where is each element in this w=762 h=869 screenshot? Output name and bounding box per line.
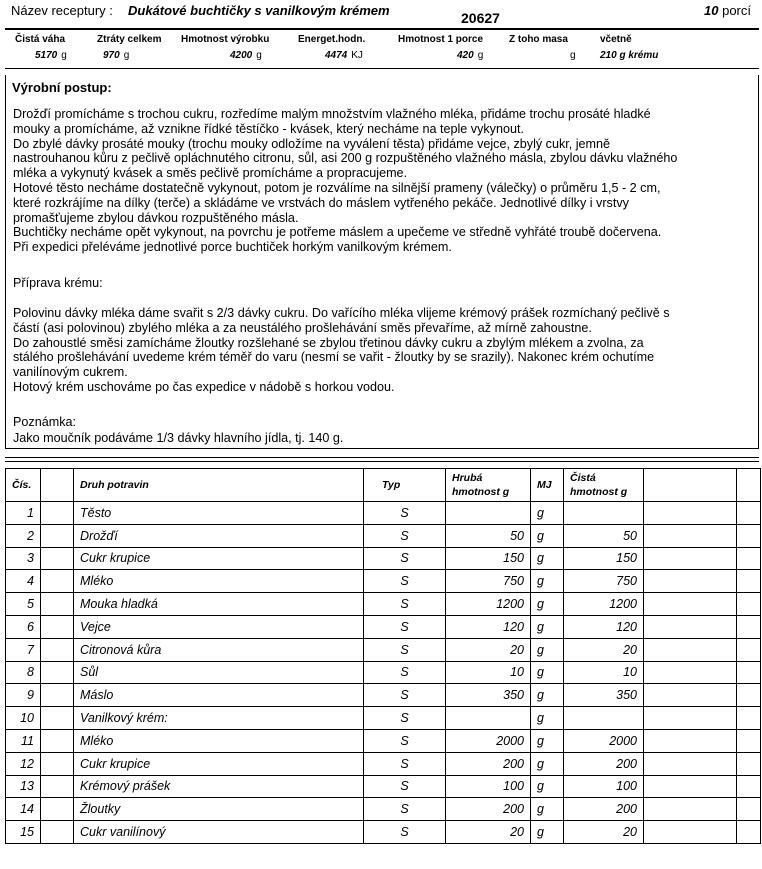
table-row	[6, 638, 761, 661]
row-extra	[644, 821, 737, 844]
row-number: 15	[6, 821, 41, 844]
row-empty	[41, 638, 74, 661]
row-extra2	[737, 798, 761, 821]
table-row	[6, 775, 761, 798]
col-food-header: Druh potravin	[74, 469, 364, 502]
row-unit: g	[531, 615, 564, 638]
row-food: Cukr krupice	[74, 547, 364, 570]
table-row	[6, 661, 761, 684]
col-extra-header	[644, 469, 737, 502]
row-extra2	[737, 638, 761, 661]
text-line: Hotový krém uschováme po čas expedice v nádobě s horkou vodou.	[13, 379, 395, 394]
cream-text	[13, 306, 755, 395]
row-number: 6	[6, 615, 41, 638]
row-type: S	[364, 752, 446, 775]
note-text: Jako moučník podáváme 1/3 dávky hlavního jídla, tj. 140 g.	[13, 431, 344, 445]
row-gross: 10	[446, 661, 531, 684]
row-number: 4	[6, 570, 41, 593]
summary-rule	[5, 68, 759, 69]
row-unit: g	[531, 661, 564, 684]
header-rule	[5, 28, 759, 30]
row-empty	[41, 707, 74, 730]
row-food: Mléko	[74, 570, 364, 593]
summary-value	[103, 50, 129, 61]
row-number: 7	[6, 638, 41, 661]
row-gross: 120	[446, 615, 531, 638]
table-row	[6, 570, 761, 593]
row-net: 200	[564, 798, 644, 821]
summary-label: Čistá váha	[15, 34, 66, 45]
row-type: S	[364, 798, 446, 821]
row-extra	[644, 502, 737, 525]
summary-value	[325, 50, 363, 61]
row-unit: g	[531, 775, 564, 798]
row-net: 200	[564, 752, 644, 775]
row-extra2	[737, 615, 761, 638]
text-line: vanilínovým cukrem.	[13, 365, 128, 380]
row-extra	[644, 547, 737, 570]
summary-number: 210 g krému	[600, 50, 659, 61]
row-gross: 20	[446, 821, 531, 844]
row-net: 2000	[564, 729, 644, 752]
row-number: 14	[6, 798, 41, 821]
row-food: Cukr vanilínový	[74, 821, 364, 844]
text-line: Při expedici přeléváme jednotlivé porce buchtiček horkým vanilkovým krémem.	[13, 240, 452, 255]
row-food: Citronová kůra	[74, 638, 364, 661]
table-row	[6, 547, 761, 570]
text-line: Buchtičky necháme opět vykynout, na povrchu je potřeme máslem a upečeme ve středně vyhřáté troubě dočervena.	[13, 225, 662, 240]
row-empty	[41, 775, 74, 798]
row-type: S	[364, 684, 446, 707]
summary-value	[600, 50, 662, 61]
row-extra2	[737, 547, 761, 570]
row-extra	[644, 638, 737, 661]
cream-title: Příprava krému:	[13, 276, 103, 290]
row-food: Máslo	[74, 684, 364, 707]
table-rule-1	[5, 457, 759, 458]
row-extra	[644, 752, 737, 775]
col-extra2-header	[737, 469, 761, 502]
row-extra	[644, 684, 737, 707]
row-number: 10	[6, 707, 41, 730]
row-number: 11	[6, 729, 41, 752]
row-gross: 100	[446, 775, 531, 798]
table-row	[6, 798, 761, 821]
summary-value	[457, 50, 483, 61]
portions	[704, 3, 751, 18]
row-gross: 1200	[446, 593, 531, 616]
text-line: promašťujeme zbylou dávkou rozpuštěného másla.	[13, 210, 299, 225]
row-net: 10	[564, 661, 644, 684]
row-food: Cukr krupice	[74, 752, 364, 775]
row-net: 1200	[564, 593, 644, 616]
row-net: 150	[564, 547, 644, 570]
text-line: mouky a promícháme, až vznikne řídké těstíčko - kvásek, který necháme na teple vykynout.	[13, 121, 524, 136]
row-food: Žloutky	[74, 798, 364, 821]
row-gross: 200	[446, 752, 531, 775]
row-type: S	[364, 615, 446, 638]
text-line: Polovinu dávky mléka dáme svařit s 2/3 dávky cukru. Do vařícího mléka vlijeme krémový prášek rozmíchaný pečlivě s	[13, 306, 670, 320]
portions-count: 10	[704, 3, 719, 18]
row-number: 9	[6, 684, 41, 707]
row-extra	[644, 798, 737, 821]
row-extra2	[737, 502, 761, 525]
row-empty	[41, 547, 74, 570]
row-type: S	[364, 707, 446, 730]
row-net	[564, 502, 644, 525]
row-net: 100	[564, 775, 644, 798]
text-line: Do zahoustlé směsi zamícháme žloutky rozšlehané se zbylou třetinou dávky cukru a zbylým mlékem a zvolna, za	[13, 335, 644, 350]
summary-number: 5170	[35, 50, 58, 61]
row-number: 5	[6, 593, 41, 616]
row-type: S	[364, 729, 446, 752]
row-gross: 50	[446, 524, 531, 547]
row-number: 3	[6, 547, 41, 570]
note-title: Poznámka:	[13, 415, 76, 429]
summary-label: Z toho masa	[509, 34, 568, 45]
table-row	[6, 524, 761, 547]
row-net: 20	[564, 821, 644, 844]
row-unit: g	[531, 570, 564, 593]
row-gross	[446, 502, 531, 525]
text-line: Do zbylé dávky prosáté mouky (trochu mouky odložíme na vyválení těsta) přidáme vejce, zbylý cukr, jemně	[13, 136, 611, 151]
summary-value	[230, 50, 262, 61]
row-food: Mléko	[74, 729, 364, 752]
summary-value	[566, 50, 576, 61]
col-unit-header: MJ	[531, 469, 564, 502]
row-extra2	[737, 570, 761, 593]
summary-number: 420	[457, 50, 474, 61]
row-extra	[644, 775, 737, 798]
row-extra2	[737, 684, 761, 707]
row-gross: 150	[446, 547, 531, 570]
row-net: 120	[564, 615, 644, 638]
summary-number: 970	[103, 50, 120, 61]
table-row	[6, 615, 761, 638]
row-extra2	[737, 593, 761, 616]
col-empty-header	[41, 469, 74, 502]
row-empty	[41, 570, 74, 593]
row-extra	[644, 661, 737, 684]
row-type: S	[364, 593, 446, 616]
text-line: stálého prošlehávání uvedeme krém téměř do varu (nesmí se vařit - žloutky by se srazily). Nakonec krém ochutíme	[13, 350, 655, 365]
row-type: S	[364, 502, 446, 525]
row-extra2	[737, 524, 761, 547]
table-row	[6, 707, 761, 730]
summary-label: Hmotnost 1 porce	[398, 34, 484, 45]
row-empty	[41, 752, 74, 775]
row-empty	[41, 615, 74, 638]
row-number: 13	[6, 775, 41, 798]
table-row	[6, 729, 761, 752]
summary-unit: g	[123, 50, 130, 61]
summary-unit: g	[61, 50, 67, 61]
procedure-title: Výrobní postup:	[12, 80, 112, 95]
col-type-header: Typ	[364, 469, 446, 502]
table-row	[6, 502, 761, 525]
row-net: 50	[564, 524, 644, 547]
text-line: Drožďí promícháme s trochou cukru, rozředíme malým množstvím vlažného mléka, přidáme trochu prosáté hladké	[13, 107, 651, 121]
row-type: S	[364, 661, 446, 684]
row-food: Drožďí	[74, 524, 364, 547]
row-net: 20	[564, 638, 644, 661]
row-number: 12	[6, 752, 41, 775]
recipe-name: Dukátové buchtičky s vanilkovým krémem	[128, 3, 390, 18]
row-extra2	[737, 775, 761, 798]
row-food: Těsto	[74, 502, 364, 525]
row-number: 8	[6, 661, 41, 684]
summary-unit: g	[477, 50, 484, 61]
row-food: Krémový prášek	[74, 775, 364, 798]
row-extra	[644, 524, 737, 547]
summary-label: včetně	[600, 34, 632, 45]
col-number-header: Čís.	[6, 469, 41, 502]
portions-label: porcí	[722, 3, 751, 18]
row-empty	[41, 502, 74, 525]
summary-label: Hmotnost výrobku	[181, 34, 270, 45]
table-row	[6, 752, 761, 775]
row-extra2	[737, 821, 761, 844]
row-extra	[644, 707, 737, 730]
row-extra	[644, 729, 737, 752]
row-unit: g	[531, 798, 564, 821]
recipe-name-label: Název receptury :	[11, 3, 113, 18]
row-empty	[41, 684, 74, 707]
row-unit: g	[531, 524, 564, 547]
row-empty	[41, 798, 74, 821]
table-row	[6, 593, 761, 616]
row-extra2	[737, 661, 761, 684]
row-type: S	[364, 570, 446, 593]
row-type: S	[364, 775, 446, 798]
row-type: S	[364, 638, 446, 661]
summary-value	[35, 50, 67, 61]
col-net-header: Čistá hmotnost g	[564, 469, 644, 502]
table-rule-2	[5, 461, 759, 462]
row-empty	[41, 524, 74, 547]
text-line: mléka a vykynutý kvásek a směs pečlivě promícháme a propracujeme.	[13, 166, 408, 181]
row-type: S	[364, 524, 446, 547]
row-net: 350	[564, 684, 644, 707]
row-food: Sůl	[74, 661, 364, 684]
row-net	[564, 707, 644, 730]
row-unit: g	[531, 593, 564, 616]
ingredients-table	[5, 468, 761, 844]
row-unit: g	[531, 752, 564, 775]
row-extra	[644, 570, 737, 593]
row-number: 2	[6, 524, 41, 547]
row-gross: 2000	[446, 729, 531, 752]
row-food: Mouka hladká	[74, 593, 364, 616]
summary-unit: KJ	[351, 50, 363, 61]
text-line: nastrouhanou kůru z pečlivě opláchnutého citronu, sůl, asi 200 g rozpuštěného vlažného másla, zbylou dávku vlažného	[13, 151, 678, 166]
col-gross-header: Hrubá hmotnost g	[446, 469, 531, 502]
row-empty	[41, 729, 74, 752]
row-gross	[446, 707, 531, 730]
table-row	[6, 821, 761, 844]
row-type: S	[364, 821, 446, 844]
text-line: Hotové těsto necháme dostatečně vykynout, potom je rozválíme na silnější prameny (válečky) o průměru 1,5 - 2 cm,	[13, 180, 661, 195]
row-empty	[41, 821, 74, 844]
row-food: Vejce	[74, 615, 364, 638]
row-extra2	[737, 707, 761, 730]
row-unit: g	[531, 821, 564, 844]
row-gross: 20	[446, 638, 531, 661]
text-line: částí (asi polovinou) zbylého mléka a za neustálého prošlehávání směs převaříme, až mírně zahoustne.	[13, 320, 592, 335]
table-header-row	[6, 469, 761, 502]
summary-unit: g	[256, 50, 262, 61]
summary-label: Energet.hodn.	[298, 34, 366, 45]
row-unit: g	[531, 502, 564, 525]
row-unit: g	[531, 547, 564, 570]
procedure-text	[13, 107, 755, 255]
recipe-number: 20627	[461, 10, 500, 26]
row-extra2	[737, 729, 761, 752]
summary-unit: g	[570, 50, 576, 61]
row-number: 1	[6, 502, 41, 525]
table-row	[6, 684, 761, 707]
row-type: S	[364, 547, 446, 570]
text-line: které rozkrájíme na dílky (terče) a skládáme ve vrstvách do máslem vytřeného pekáče. Jednotlivé dílky i vrstvy	[13, 195, 629, 210]
row-gross: 750	[446, 570, 531, 593]
row-unit: g	[531, 707, 564, 730]
row-unit: g	[531, 729, 564, 752]
row-unit: g	[531, 638, 564, 661]
row-gross: 200	[446, 798, 531, 821]
row-extra	[644, 593, 737, 616]
summary-number: 4474	[325, 50, 348, 61]
row-gross: 350	[446, 684, 531, 707]
row-net: 750	[564, 570, 644, 593]
row-empty	[41, 661, 74, 684]
row-unit: g	[531, 684, 564, 707]
row-empty	[41, 593, 74, 616]
summary-label: Ztráty celkem	[97, 34, 162, 45]
row-food: Vanilkový krém:	[74, 707, 364, 730]
summary-number: 4200	[230, 50, 253, 61]
row-extra	[644, 615, 737, 638]
row-extra2	[737, 752, 761, 775]
